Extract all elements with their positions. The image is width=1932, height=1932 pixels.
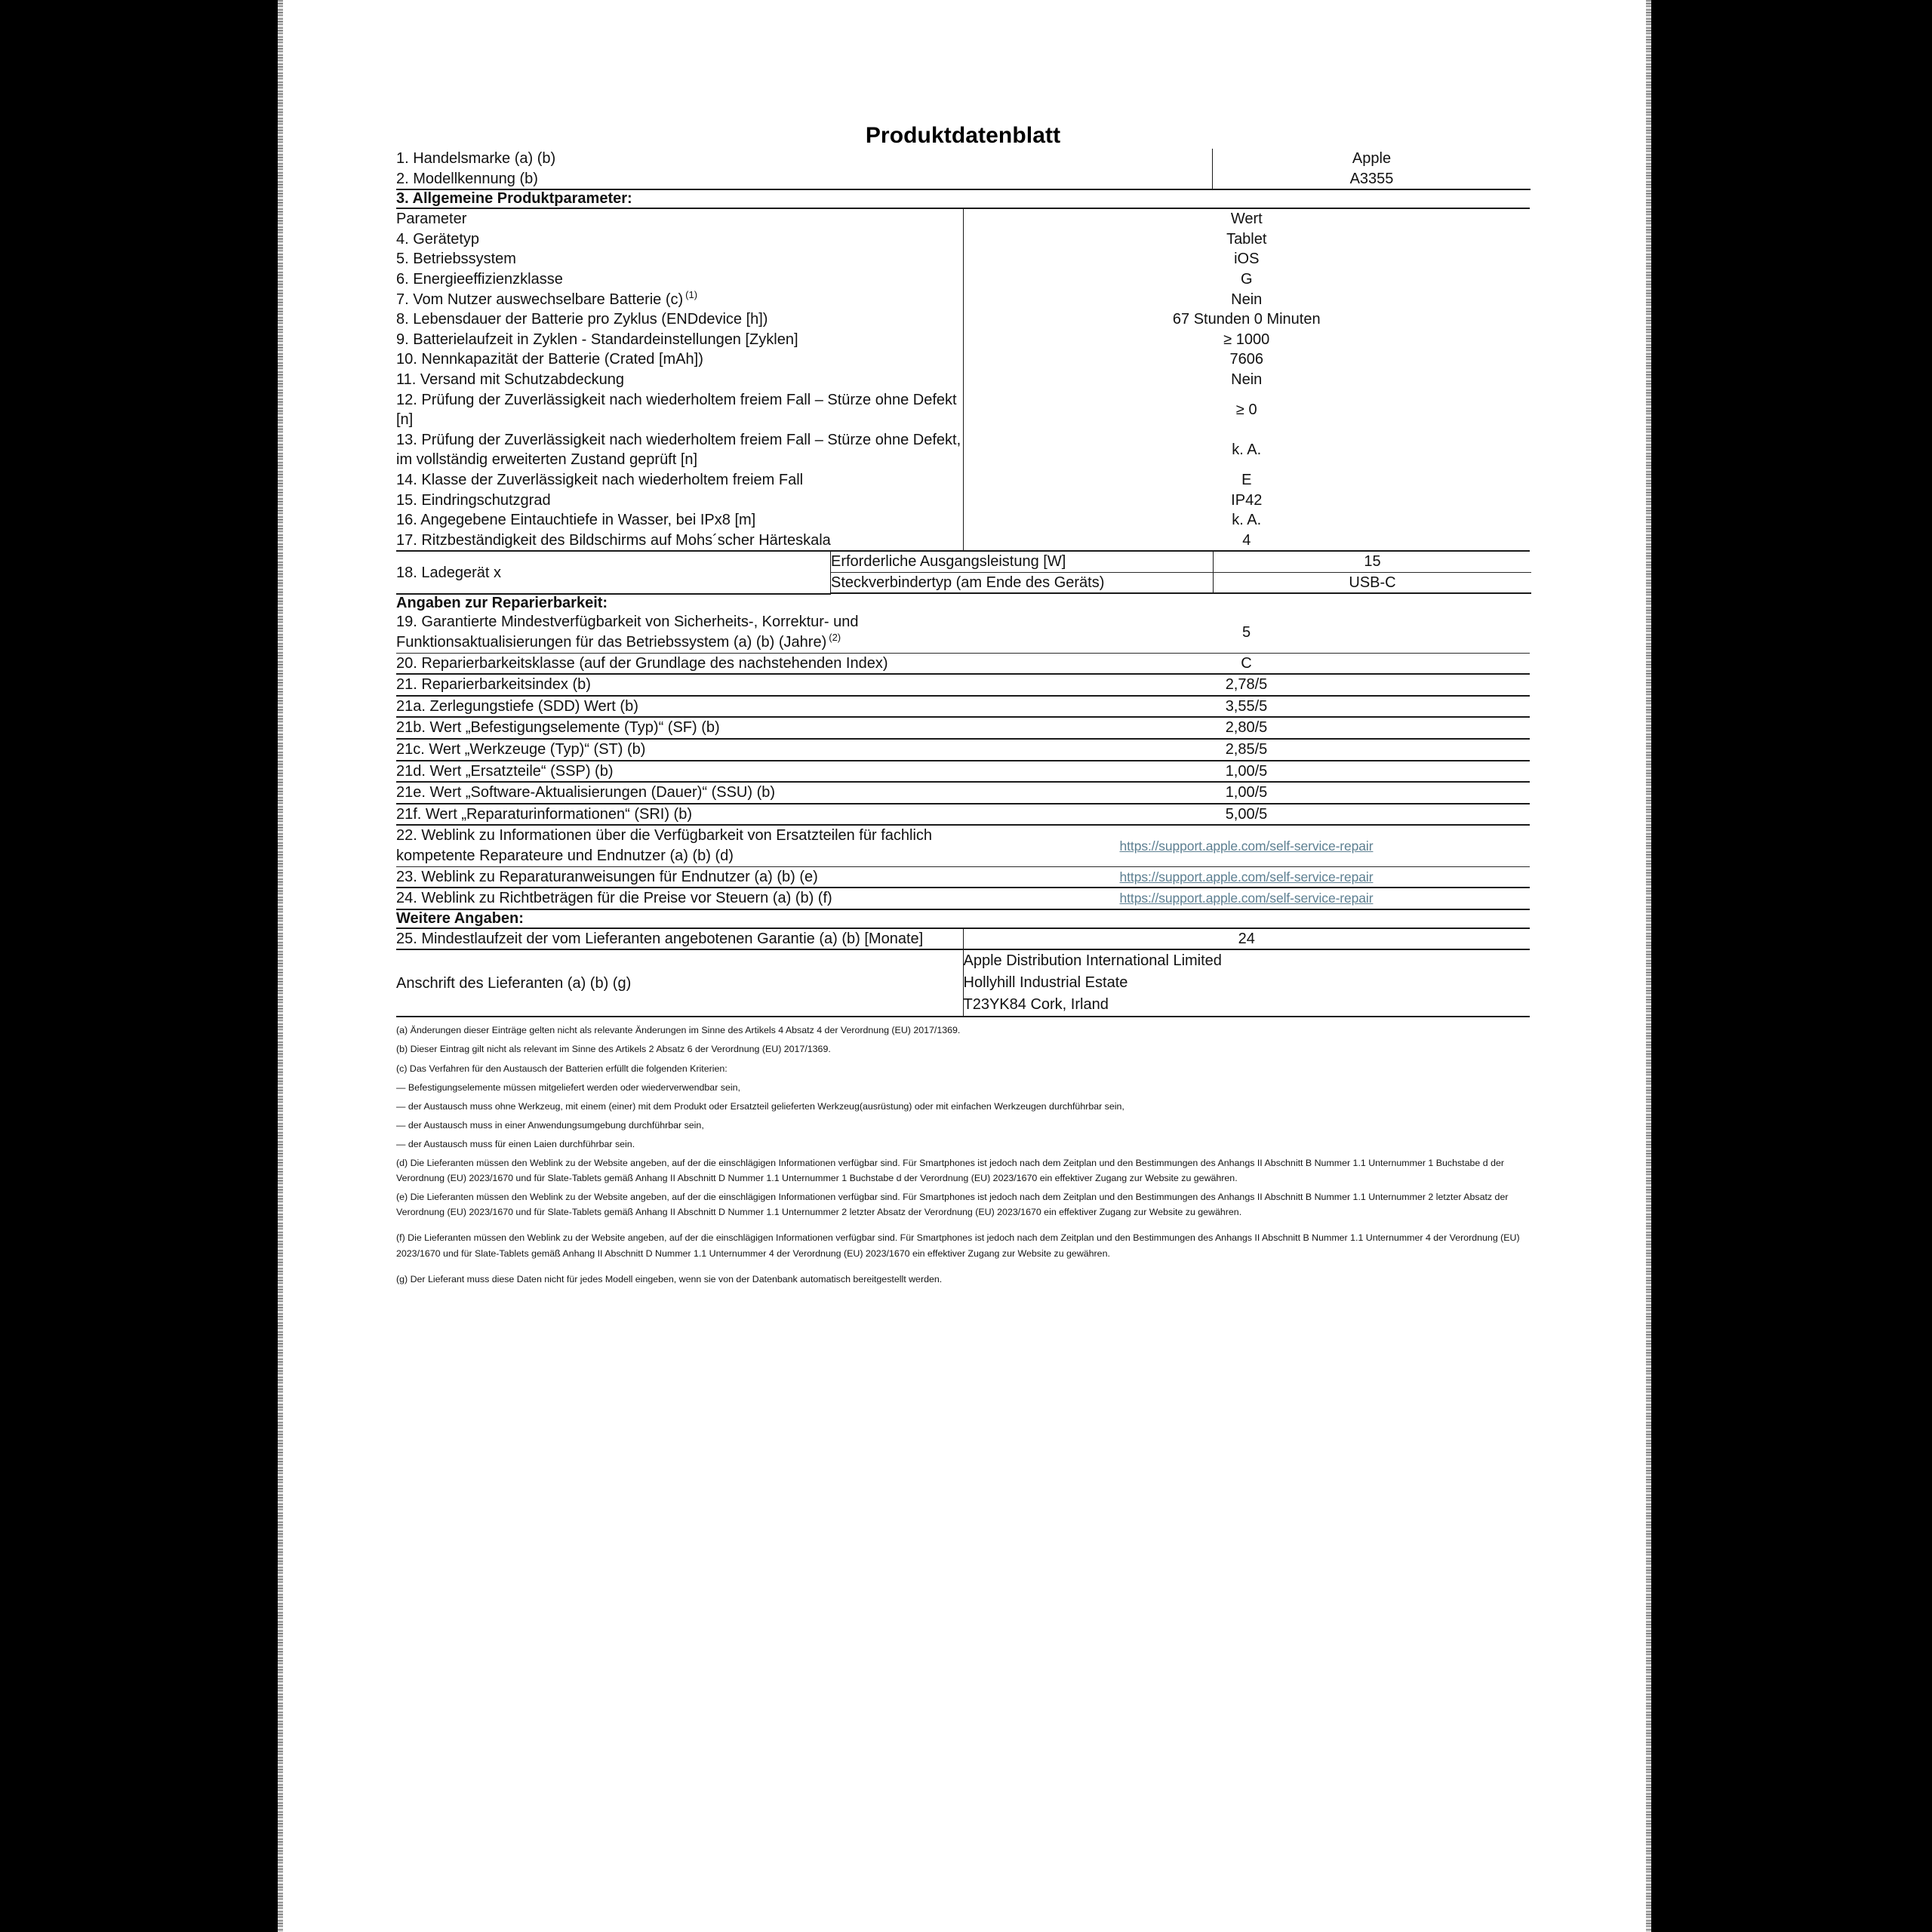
supplier-address bbox=[963, 949, 1530, 1017]
table-row bbox=[396, 782, 1530, 804]
supplier-address-line-1: Apple Distribution International Limited bbox=[963, 952, 1222, 970]
table-row bbox=[396, 674, 1530, 696]
row-value: E bbox=[963, 470, 1530, 491]
table-row bbox=[396, 739, 1530, 761]
table-row bbox=[396, 866, 1530, 888]
row-label: 21b. Wert „Befestigungselemente (Typ)“ (SF) (b) bbox=[396, 717, 963, 739]
section-header-row bbox=[396, 910, 1530, 928]
row-label: 8. Lebensdauer der Batterie pro Zyklus (ENDdevice [h]) bbox=[396, 311, 768, 328]
row-label: 5. Betriebssystem bbox=[396, 251, 516, 268]
row-value: Nein bbox=[963, 290, 1530, 310]
row-label: 21c. Wert „Werkzeuge (Typ)“ (ST) (b) bbox=[396, 739, 963, 761]
charger-bottom-rule bbox=[396, 593, 831, 594]
row-label-supplier: Anschrift des Lieferanten (a) (b) (g) bbox=[396, 949, 963, 1017]
charger-sub-value: USB-C bbox=[1214, 572, 1532, 593]
table-row bbox=[396, 510, 1530, 531]
row-label bbox=[396, 290, 963, 310]
table-row bbox=[396, 349, 1530, 370]
charger-sub-label: Steckverbindertyp (am Ende des Geräts) bbox=[831, 572, 1214, 593]
table-row bbox=[396, 761, 1530, 783]
row-label: 21e. Wert „Software-Aktualisierungen (Dauer)“ (SSU) (b) bbox=[396, 782, 963, 804]
self-service-repair-link[interactable]: https://support.apple.com/self-service-repair bbox=[1119, 838, 1374, 854]
row-value: Nein bbox=[963, 370, 1530, 390]
row-value: 67 Stunden 0 Minuten bbox=[963, 309, 1530, 330]
table-header-row bbox=[396, 208, 1530, 229]
footnote-c-item-1: — Befestigungselemente müssen mitgeliefert werden oder wiederverwendbar sein, bbox=[396, 1081, 740, 1093]
column-header-parameter: Parameter bbox=[396, 211, 467, 228]
footnote-c: (c) Das Verfahren für den Austausch der Batterien erfüllt die folgenden Kriterien: bbox=[396, 1063, 728, 1074]
self-service-repair-link[interactable]: https://support.apple.com/self-service-repair bbox=[1119, 869, 1374, 884]
table-row bbox=[396, 804, 1530, 826]
row-value: 2,85/5 bbox=[963, 739, 1530, 761]
table-row bbox=[396, 717, 1530, 739]
row-value bbox=[963, 866, 1530, 888]
row-label: 13. Prüfung der Zuverlässigkeit nach wiederholtem freiem Fall – Stürze ohne Defekt, im vollständig erweiterten Zustand geprüft [n] bbox=[396, 431, 961, 469]
row-value: iOS bbox=[963, 249, 1530, 269]
table-row bbox=[396, 330, 1530, 350]
row-label-charger: 18. Ladegerät x bbox=[396, 564, 501, 581]
row-value: IP42 bbox=[963, 491, 1530, 511]
row-label: 1. Handelsmarke (a) (b) bbox=[396, 150, 556, 167]
footnote-d: (d) Die Lieferanten müssen den Weblink zu der Website angeben, auf der die einschlägigen Informationen verfügbar sind. Für Smartphones ist jedoch nach dem Zeitplan und den Bestimmungen des Anhangs II Abschnitt B Nummer 1.1 Unternummer 1 Buchstabe d der Verordnung (EU) 2023/1670 und für Slate-Tablets gemäß Anhang II Abschnitt D Nummer 1.1 Unternummer 1 Buchstabe d der Verordnung (EU) 2023/1670 ein effektiver Zugang zur Website zu gewähren. bbox=[396, 1158, 1504, 1184]
page-title: Produktdatenblatt bbox=[865, 123, 1061, 148]
footnote-marker: (1) bbox=[685, 288, 698, 300]
section-title-repairability: Angaben zur Reparierbarkeit: bbox=[396, 595, 608, 612]
charger-table bbox=[396, 552, 1531, 595]
row-value: Tablet bbox=[963, 229, 1530, 250]
row-value: 4 bbox=[963, 531, 1530, 552]
row-label-text: 19. Garantierte Mindestverfügbarkeit von Sicherheits-, Korrektur- und Funktionsaktualisierungen für das Betriebssystem (a) (b) (Jahre) bbox=[396, 614, 859, 651]
page-right-edge-artifact bbox=[1646, 0, 1651, 1932]
row-value: 24 bbox=[963, 928, 1530, 950]
table-row bbox=[396, 552, 1531, 572]
row-value: Apple bbox=[1213, 149, 1531, 169]
row-value: A3355 bbox=[1213, 169, 1531, 190]
row-label: 20. Reparierbarkeitsklasse (auf der Grundlage des nachstehenden Index) bbox=[396, 653, 963, 674]
footnote-b: (b) Dieser Eintrag gilt nicht als relevant im Sinne des Artikels 2 Absatz 6 der Verordnung (EU) 2017/1369. bbox=[396, 1044, 831, 1055]
document-page bbox=[278, 0, 1651, 1932]
row-value bbox=[963, 825, 1530, 866]
footnote-g: (g) Der Lieferant muss diese Daten nicht für jedes Modell eingeben, wenn sie von der Datenbank automatisch bereitgestellt werden. bbox=[396, 1273, 943, 1284]
table-row bbox=[396, 309, 1530, 330]
table-row bbox=[396, 491, 1530, 511]
table-row bbox=[396, 696, 1530, 718]
further-information-table bbox=[396, 910, 1530, 1018]
table-row bbox=[396, 653, 1530, 674]
row-label: 24. Weblink zu Richtbeträgen für die Preise vor Steuern (a) (b) (f) bbox=[396, 888, 963, 909]
table-row bbox=[396, 430, 1530, 470]
row-label: 21. Reparierbarkeitsindex (b) bbox=[396, 674, 963, 696]
table-row bbox=[396, 825, 1530, 866]
row-label: 22. Weblink zu Informationen über die Verfügbarkeit von Ersatzteilen für fachlich kompetente Reparateure und Endnutzer (a) (b) (d) bbox=[396, 825, 963, 866]
header-table bbox=[396, 149, 1531, 190]
table-row bbox=[396, 370, 1530, 390]
table-row bbox=[396, 290, 1530, 310]
page-left-edge-artifact bbox=[278, 0, 283, 1932]
section-header-row bbox=[396, 190, 1530, 208]
row-label: 11. Versand mit Schutzabdeckung bbox=[396, 371, 625, 388]
footnote-f: (f) Die Lieferanten müssen den Weblink zu der Website angeben, auf der die einschlägigen Informationen verfügbar sind. Für Smartphones ist jedoch nach dem Zeitplan und den Bestimmungen des Anhangs II Abschnitt B Nummer 1.1 Unternummer 4 der Verordnung (EU) 2023/1670 und für Slate-Tablets gemäß Anhang II Abschnitt D Nummer 1.1 Unternummer 4 der Verordnung (EU) 2023/1670 ein effektiver Zugang zur Website zu gewähren. bbox=[396, 1232, 1520, 1259]
column-header-value: Wert bbox=[963, 208, 1530, 229]
spacer bbox=[1214, 593, 1532, 594]
supplier-address-row bbox=[396, 949, 1530, 1017]
row-value bbox=[963, 888, 1530, 909]
row-label: 6. Energieeffizienzklasse bbox=[396, 270, 563, 288]
row-label: 10. Nennkapazität der Batterie (Crated [mAh]) bbox=[396, 351, 703, 368]
supplier-address-line-3: T23YK84 Cork, Irland bbox=[963, 996, 1109, 1014]
row-value: 1,00/5 bbox=[963, 761, 1530, 783]
row-value: 5,00/5 bbox=[963, 804, 1530, 826]
footnote-c-item-3: — der Austausch muss in einer Anwendungsumgebung durchführbar sein, bbox=[396, 1119, 704, 1131]
row-label: 14. Klasse der Zuverlässigkeit nach wiederholtem freiem Fall bbox=[396, 471, 804, 488]
row-value: C bbox=[963, 653, 1530, 674]
section-title-further: Weitere Angaben: bbox=[396, 910, 1530, 928]
table-row bbox=[396, 612, 1530, 653]
row-value: k. A. bbox=[963, 430, 1530, 470]
table-row bbox=[396, 149, 1531, 169]
supplier-address-line-2: Hollyhill Industrial Estate bbox=[963, 974, 1128, 992]
footnotes-block bbox=[396, 1023, 1530, 1286]
section-header-row bbox=[396, 595, 1530, 612]
charger-bottom-spacer-row bbox=[396, 593, 1531, 594]
row-label: 16. Angegebene Eintauchtiefe in Wasser, bei IPx8 [m] bbox=[396, 512, 756, 529]
footnote-c-item-4: — der Austausch muss für einen Laien durchführbar sein. bbox=[396, 1138, 635, 1149]
section-title-general: 3. Allgemeine Produktparameter: bbox=[396, 190, 1530, 208]
table-row bbox=[396, 928, 1530, 950]
row-label: 25. Mindestlaufzeit der vom Lieferanten angebotenen Garantie (a) (b) [Monate] bbox=[396, 928, 963, 950]
row-label: 2. Modellkennung (b) bbox=[396, 169, 1213, 190]
footnote-c-item-2: — der Austausch muss ohne Werkzeug, mit einem (einer) mit dem Produkt oder Ersatzteil gelieferten Werkzeug(ausrüstung) oder mit einfachen Werkzeugen durchführbar sein, bbox=[396, 1100, 1124, 1112]
table-row bbox=[396, 888, 1530, 909]
row-value: k. A. bbox=[963, 510, 1530, 531]
row-value: ≥ 0 bbox=[963, 390, 1530, 430]
table-row bbox=[396, 169, 1531, 190]
row-label: 21a. Zerlegungstiefe (SDD) Wert (b) bbox=[396, 696, 963, 718]
row-label: 12. Prüfung der Zuverlässigkeit nach wiederholtem freiem Fall – Stürze ohne Defekt [n] bbox=[396, 391, 957, 429]
row-label: 21d. Wert „Ersatzteile“ (SSP) (b) bbox=[396, 761, 963, 783]
row-value: ≥ 1000 bbox=[963, 330, 1530, 350]
row-value: 1,00/5 bbox=[963, 782, 1530, 804]
row-label: 9. Batterielaufzeit in Zyklen - Standardeinstellungen [Zyklen] bbox=[396, 331, 798, 348]
datasheet-content bbox=[396, 0, 1530, 1291]
row-value: G bbox=[963, 269, 1530, 290]
row-value: 2,78/5 bbox=[963, 674, 1530, 696]
table-row bbox=[396, 249, 1530, 269]
footnote-a: (a) Änderungen dieser Einträge gelten nicht als relevante Änderungen im Sinne des Artikels 4 Absatz 4 der Verordnung (EU) 2017/1369. bbox=[396, 1025, 961, 1036]
general-parameters-table bbox=[396, 190, 1530, 552]
row-value: 3,55/5 bbox=[963, 696, 1530, 718]
row-label: 17. Ritzbeständigkeit des Bildschirms auf Mohs´scher Härteskala bbox=[396, 531, 963, 552]
row-label: 21f. Wert „Reparaturinformationen“ (SRI) (b) bbox=[396, 804, 963, 826]
row-value: 5 bbox=[963, 612, 1530, 653]
row-label-text: 7. Vom Nutzer auswechselbare Batterie (c) bbox=[396, 291, 684, 308]
table-row bbox=[396, 390, 1530, 430]
row-label: 23. Weblink zu Reparaturanweisungen für Endnutzer (a) (b) (e) bbox=[396, 866, 963, 888]
row-value: 7606 bbox=[963, 349, 1530, 370]
repairability-table bbox=[396, 595, 1530, 909]
charger-sub-value: 15 bbox=[1214, 552, 1532, 572]
table-row bbox=[396, 531, 1530, 552]
self-service-repair-link[interactable]: https://support.apple.com/self-service-repair bbox=[1119, 891, 1374, 906]
table-row bbox=[396, 470, 1530, 491]
row-label: 4. Gerätetyp bbox=[396, 230, 480, 248]
row-label: 15. Eindringschutzgrad bbox=[396, 491, 551, 509]
charger-sub-label: Erforderliche Ausgangsleistung [W] bbox=[831, 552, 1214, 572]
footnote-e: (e) Die Lieferanten müssen den Weblink zu der Website angeben, auf der die einschlägigen Informationen verfügbar sind. Für Smartphones ist jedoch nach dem Zeitplan und den Bestimmungen des Anhangs II Abschnitt B Nummer 1.1 Unternummer 2 letzter Absatz der Verordnung (EU) 2023/1670 und für Slate-Tablets gemäß Anhang II Abschnitt D Nummer 1.1 Unternummer 2 letzter Absatz der Verordnung (EU) 2023/1670 ein effektiver Zugang zur Website zu gewähren. bbox=[396, 1192, 1509, 1218]
row-label bbox=[396, 612, 963, 653]
footnote-marker: (2) bbox=[829, 632, 841, 644]
table-row bbox=[396, 229, 1530, 250]
row-value: 2,80/5 bbox=[963, 717, 1530, 739]
spacer bbox=[831, 593, 1214, 594]
table-row bbox=[396, 269, 1530, 290]
